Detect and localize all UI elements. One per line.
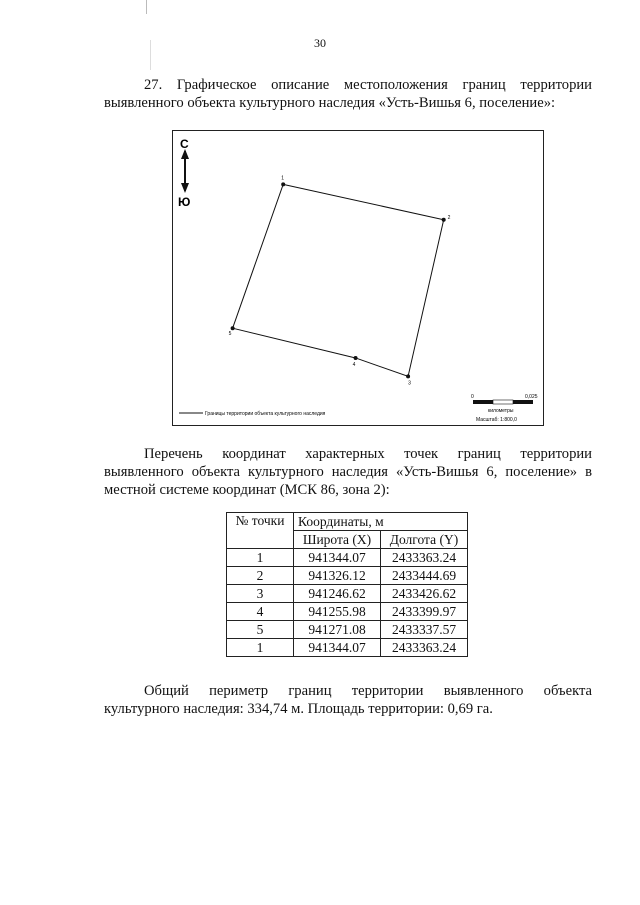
cell-point-number: 1 (227, 549, 294, 567)
south-label: Ю (178, 195, 191, 209)
north-label: С (180, 137, 189, 151)
scale-text: Масштаб: 1:800,0 (476, 417, 517, 423)
boundary-point-marker (281, 182, 285, 186)
cell-latitude-x: 941344.07 (294, 549, 381, 567)
cell-longitude-y: 2433363.24 (381, 549, 468, 567)
table-header-row (227, 513, 468, 531)
cell-longitude-y: 2433426.62 (381, 585, 468, 603)
coordinates-intro-line-3: местной системе координат (МСК 86, зона 2): (104, 482, 390, 498)
page-number: 30 (314, 36, 326, 50)
coordinates-intro-line-2: выявленного объекта культурного наследия «Усть-Вишья 6, поселение» в (104, 464, 592, 480)
boundary-point-marker (231, 326, 235, 330)
table-row (227, 621, 468, 639)
cell-longitude-y: 2433363.24 (381, 639, 468, 657)
scale-start: 0 (471, 394, 474, 400)
cell-latitude-x: 941271.08 (294, 621, 381, 639)
summary-line-2: культурного наследия: 334,74 м. Площадь территории: 0,69 га. (104, 701, 493, 717)
boundary-point-marker (442, 218, 446, 222)
cell-point-number: 3 (227, 585, 294, 603)
summary-line-1: Общий периметр границ территории выявленного объекта (144, 683, 592, 699)
table-row (227, 603, 468, 621)
header-point-number: № точки (227, 513, 294, 549)
table-row (227, 585, 468, 603)
north-arrow-icon (181, 149, 189, 193)
section-heading (104, 76, 592, 112)
legend-text: Границы территории объекта культурного наследия (205, 411, 326, 417)
cell-latitude-x: 941255.98 (294, 603, 381, 621)
boundary-map (172, 130, 544, 426)
cell-point-number: 1 (227, 639, 294, 657)
boundary-point-label: 1 (281, 175, 284, 182)
cell-point-number: 5 (227, 621, 294, 639)
scale-end: 0,025 (525, 394, 538, 400)
section-heading-line-1: 27. Графическое описание местоположения границ территории (144, 77, 592, 93)
cell-latitude-x: 941344.07 (294, 639, 381, 657)
coordinates-table (226, 512, 468, 657)
table-row (227, 639, 468, 657)
boundary-point-label: 5 (228, 331, 232, 338)
boundary-point-marker (406, 374, 410, 378)
scan-artifact (146, 0, 147, 14)
scale-unit: километры (488, 408, 514, 414)
cell-longitude-y: 2433337.57 (381, 621, 468, 639)
cell-latitude-x: 941326.12 (294, 567, 381, 585)
boundary-point-marker (354, 356, 358, 360)
coordinates-intro (104, 445, 592, 499)
header-latitude-x: Широта (X) (294, 531, 381, 549)
table-row (227, 549, 468, 567)
header-longitude-y: Долгота (Y) (381, 531, 468, 549)
coordinates-intro-line-1: Перечень координат характерных точек границ территории (144, 446, 592, 462)
summary (104, 682, 592, 718)
cell-point-number: 2 (227, 567, 294, 585)
cell-longitude-y: 2433399.97 (381, 603, 468, 621)
scale-bar (471, 394, 538, 423)
cell-latitude-x: 941246.62 (294, 585, 381, 603)
cell-point-number: 4 (227, 603, 294, 621)
section-heading-line-2: выявленного объекта культурного наследия «Усть-Вишья 6, поселение»: (104, 95, 556, 111)
boundary-point-label: 4 (352, 361, 356, 368)
table-row (227, 567, 468, 585)
boundary-point-label: 3 (408, 380, 411, 387)
cell-longitude-y: 2433444.69 (381, 567, 468, 585)
territory-boundary (233, 184, 444, 376)
coordinates-table-body (227, 549, 468, 657)
boundary-map-svg (173, 131, 545, 427)
boundary-point-label: 2 (447, 214, 451, 221)
header-coordinates: Координаты, м (294, 513, 468, 531)
boundary-points (229, 175, 451, 386)
